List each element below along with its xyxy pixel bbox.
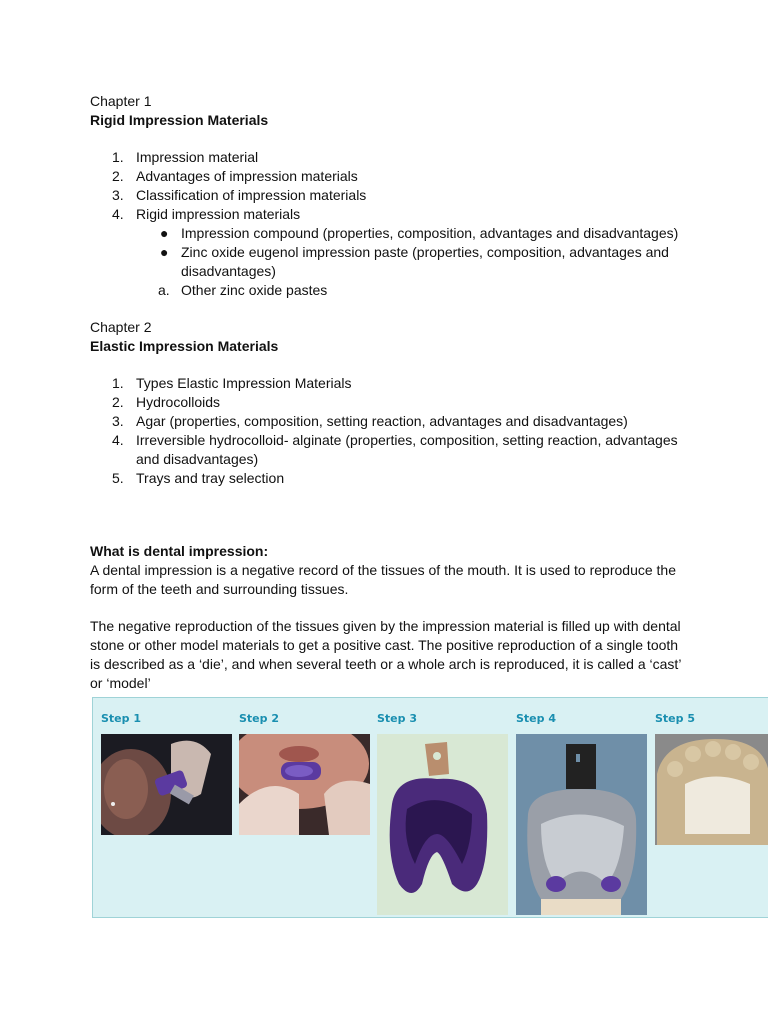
step-label: Step 2: [239, 712, 279, 725]
chapter-1-list: [90, 148, 690, 224]
list-item: 2. Hydrocolloids: [112, 394, 221, 410]
step-1-photo: [101, 734, 232, 835]
step-label: Step 3: [377, 712, 417, 725]
chapter-2-list: [90, 374, 690, 488]
chapter-1-label: Chapter 1: [90, 93, 152, 109]
list-item: ● Impression compound (properties, composition, advantages and disadvantages): [160, 225, 679, 241]
paragraph: A dental impression is a negative record of the tissues of the mouth. It is used to reproduce the form of the teeth and surrounding tissues.: [90, 562, 676, 597]
list-item: ● Zinc oxide eugenol impression paste (properties, composition, advantages and disadvantages): [160, 244, 669, 279]
step-2-photo: [239, 734, 370, 835]
step-label: Step 4: [516, 712, 556, 725]
paragraph: The negative reproduction of the tissues given by the impression material is filled up with dental stone or other model materials to get a positive cast. The positive reproduction of a single tooth is described as a ‘die’, and when several teeth or a whole arch is reproduced, it is called a ‘cast’ or ‘model’: [90, 618, 681, 691]
step-label: Step 5: [655, 712, 695, 725]
step-5-photo: [655, 734, 768, 845]
list-item: 2. Advantages of impression materials: [112, 168, 358, 184]
list-item: 4. Rigid impression materials: [112, 206, 301, 222]
document-page: [90, 92, 690, 693]
list-item: 3. Agar (properties, composition, setting reaction, advantages and disadvantages): [112, 413, 628, 429]
list-item: 5. Trays and tray selection: [112, 470, 285, 486]
list-item: a. Other zinc oxide pastes: [158, 282, 328, 298]
chapter-1-title: Rigid Impression Materials: [90, 112, 269, 128]
list-item: 1. Types Elastic Impression Materials: [112, 375, 352, 391]
list-item: 1. Impression material: [112, 149, 259, 165]
impression-steps-figure: [92, 697, 768, 918]
section-heading: What is dental impression:: [90, 543, 269, 559]
chapter-1-sublist: [90, 224, 690, 300]
step-4-photo: [516, 734, 647, 915]
chapter-2-label: Chapter 2: [90, 319, 152, 335]
step-label: Step 1: [101, 712, 141, 725]
list-item: 4. Irreversible hydrocolloid- alginate (properties, composition, setting reaction, advantages and disadvantages): [112, 432, 678, 467]
list-item: 3. Classification of impression materials: [112, 187, 367, 203]
step-3-photo: [377, 734, 508, 915]
chapter-2-title: Elastic Impression Materials: [90, 338, 279, 354]
